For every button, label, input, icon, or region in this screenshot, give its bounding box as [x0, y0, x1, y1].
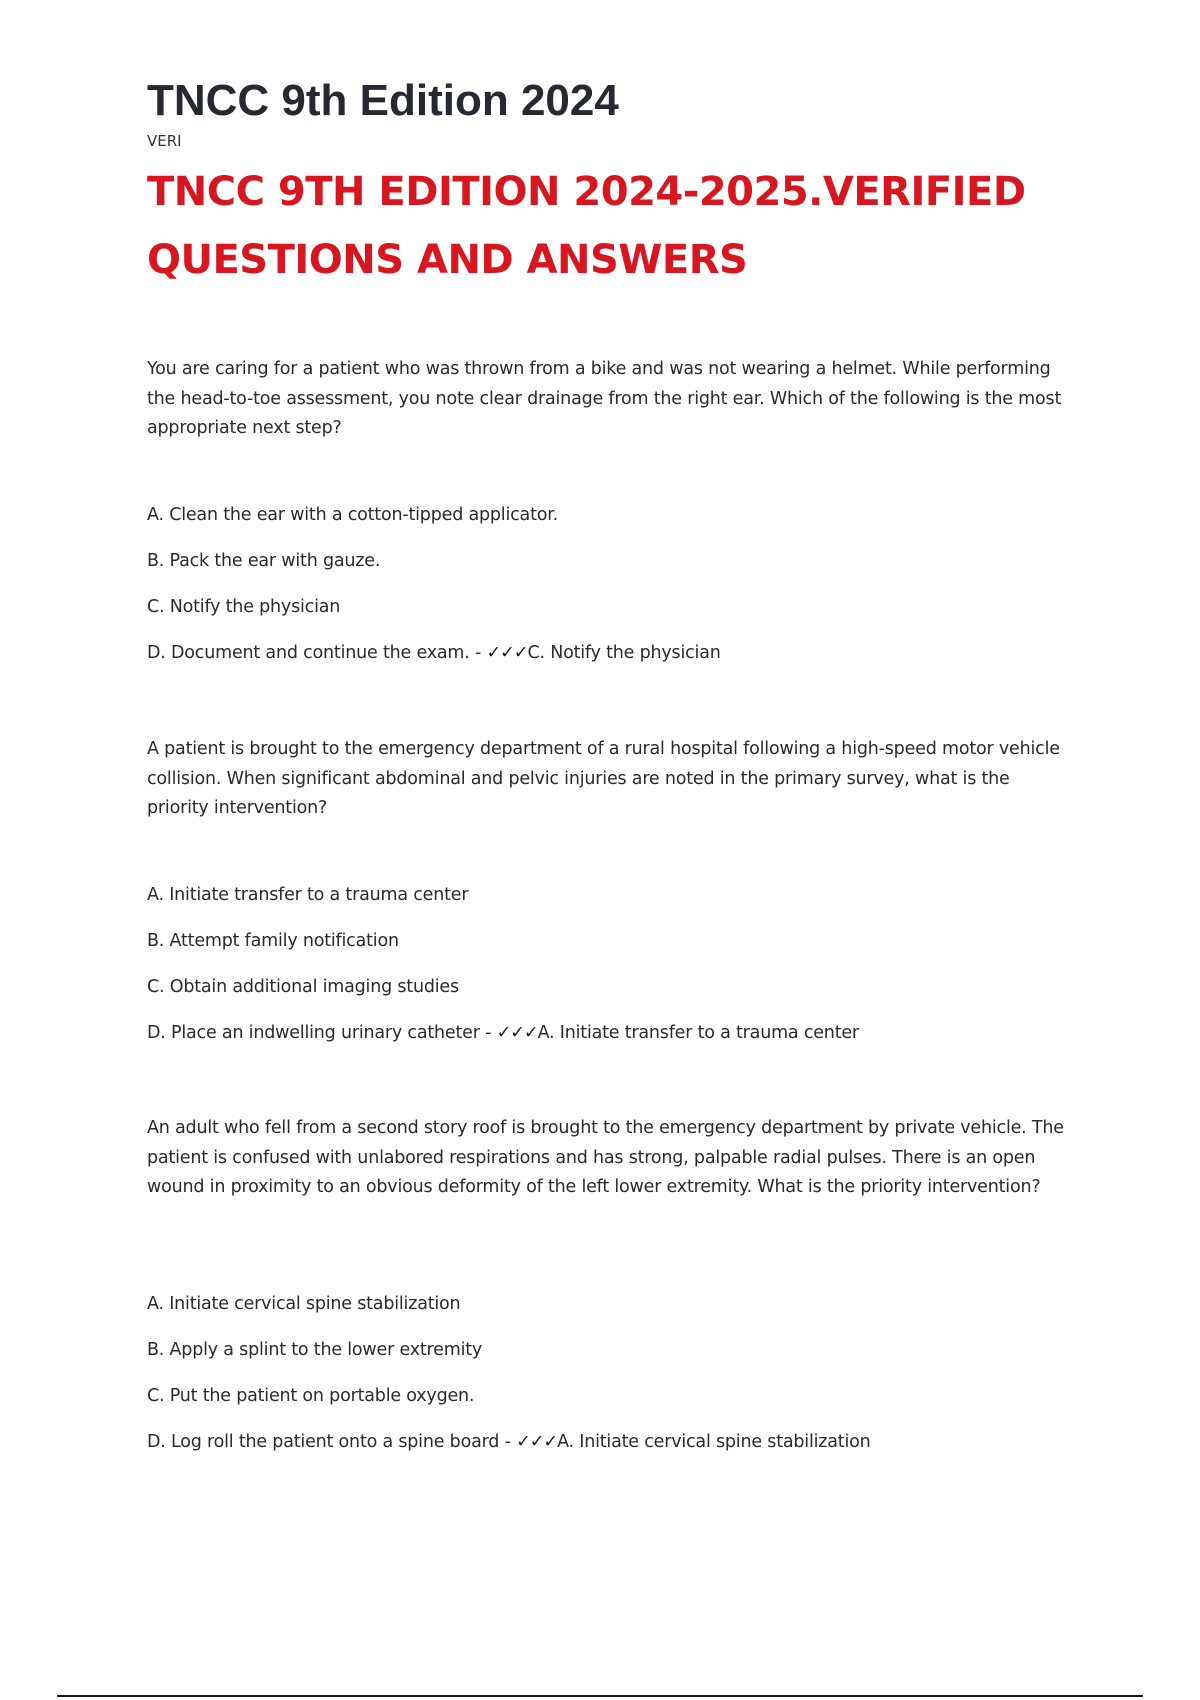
- answer-options: [147, 883, 1067, 1045]
- option-d-with-answer: [147, 1021, 1067, 1045]
- answer-options: [147, 1292, 1067, 1454]
- option-d-with-answer: [147, 1430, 1067, 1454]
- option-d-with-answer: [147, 641, 1067, 665]
- question-block-1: [147, 355, 1067, 663]
- checkmark-icon: ✓✓✓: [516, 1432, 558, 1452]
- document-heading: [147, 158, 1147, 294]
- checkmark-icon: ✓✓✓: [486, 643, 528, 663]
- question-block-2: [147, 735, 1067, 1043]
- option-b: B. Attempt family notification: [147, 931, 399, 951]
- option-b: B. Pack the ear with gauze.: [147, 551, 381, 571]
- option-c: C. Obtain additional imaging studies: [147, 977, 459, 997]
- question-block-3: [147, 1114, 1067, 1452]
- heading-line-2: QUESTIONS AND ANSWERS: [147, 237, 748, 283]
- answer-separator: -: [469, 643, 487, 663]
- answer-separator: -: [499, 1432, 517, 1452]
- answer-separator: -: [479, 1023, 497, 1043]
- option-c: C. Put the patient on portable oxygen.: [147, 1386, 475, 1406]
- document-subtag: VERI: [147, 132, 182, 150]
- heading-line-1: TNCC 9TH EDITION 2024-2025.VERIFIED: [147, 169, 1026, 215]
- checkmark-icon: ✓✓✓: [496, 1023, 538, 1043]
- document-title: TNCC 9th Edition 2024: [147, 76, 619, 125]
- option-a: A. Clean the ear with a cotton-tipped applicator.: [147, 505, 558, 525]
- question-text: A patient is brought to the emergency department of a rural hospital following a high-speed motor vehicle collision. When significant abdominal and pelvic injuries are noted in the primary survey, what is the priority intervention?: [147, 739, 1060, 818]
- option-d: D. Document and continue the exam.: [147, 643, 470, 663]
- option-a: A. Initiate cervical spine stabilization: [147, 1294, 461, 1314]
- correct-answer: C. Notify the physician: [527, 643, 721, 663]
- question-text: You are caring for a patient who was thrown from a bike and was not wearing a helmet. While performing the head-to-toe assessment, you note clear drainage from the right ear. Which of the following is the most appropriate next step?: [147, 359, 1062, 438]
- correct-answer: A. Initiate transfer to a trauma center: [537, 1023, 859, 1043]
- footer-divider: [57, 1695, 1143, 1697]
- answer-options: [147, 503, 1067, 665]
- correct-answer: A. Initiate cervical spine stabilization: [557, 1432, 871, 1452]
- question-text: An adult who fell from a second story roof is brought to the emergency department by private vehicle. The patient is confused with unlabored respirations and has strong, palpable radial pulses. There is an open wound in proximity to an obvious deformity of the left lower extremity. What is the priority intervention?: [147, 1118, 1064, 1197]
- option-c: C. Notify the physician: [147, 597, 341, 617]
- option-d: D. Place an indwelling urinary catheter: [147, 1023, 480, 1043]
- option-b: B. Apply a splint to the lower extremity: [147, 1340, 483, 1360]
- option-a: A. Initiate transfer to a trauma center: [147, 885, 469, 905]
- option-d: D. Log roll the patient onto a spine board: [147, 1432, 500, 1452]
